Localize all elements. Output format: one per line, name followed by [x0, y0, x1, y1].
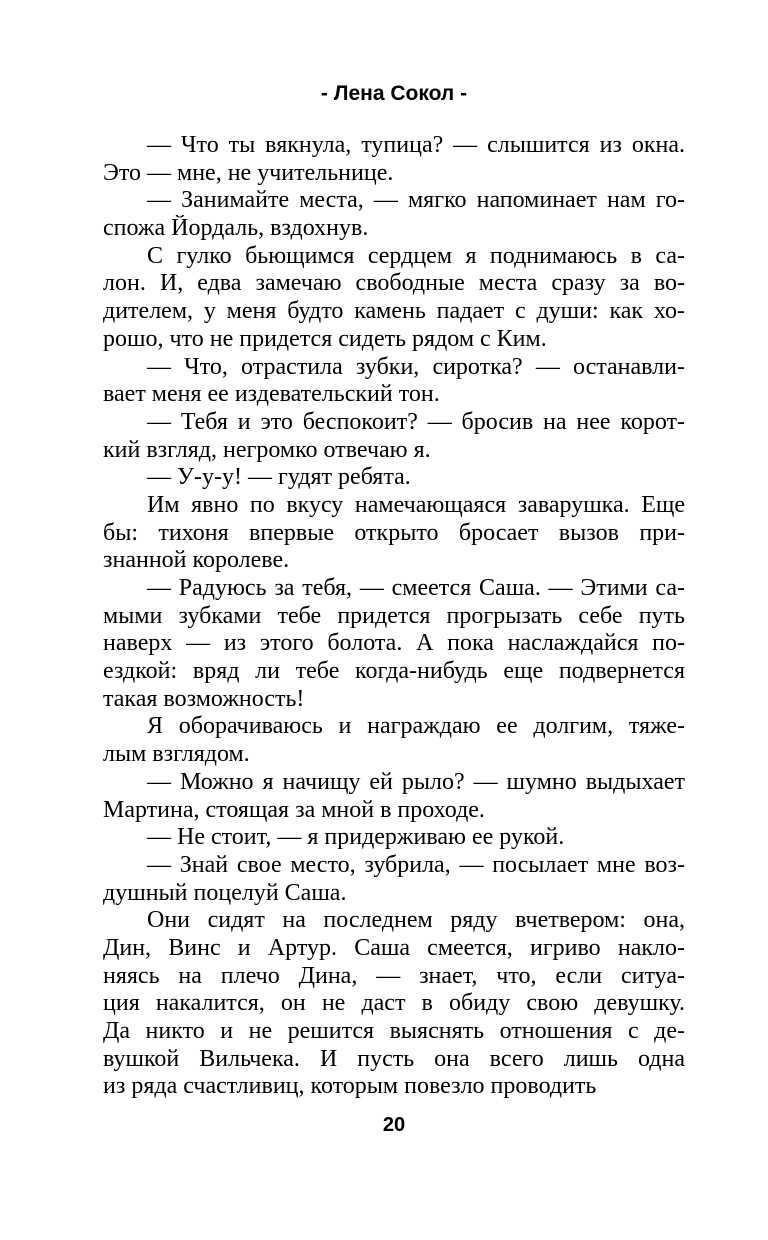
text-line: ездкой: вряд ли тебе когда-нибудь еще подвернется	[103, 658, 685, 685]
text-line: — Радуюсь за тебя, — смеется Саша. — Этими са-	[147, 575, 685, 601]
text-line: Дин, Винс и Артур. Саша смеется, игриво накло-	[103, 934, 685, 961]
text-line: — Что ты вякнула, тупица? — слышится из окна.	[147, 132, 685, 158]
text-line: — Знай свое место, зубрила, — посылает мне воз-	[147, 851, 685, 878]
text-line: Им явно по вкусу намечающаяся заварушка. Еще	[147, 491, 685, 518]
text-line: знанной королеве.	[103, 547, 290, 574]
text-line: вает меня ее издевательский тон.	[103, 381, 440, 408]
text-line: Они сидят на последнем ряду вчетвером: она,	[147, 907, 685, 934]
text-line: лон. И, едва замечаю свободные места сразу за во-	[103, 270, 685, 297]
text-line: лым взглядом.	[103, 741, 250, 768]
text-line: душный поцелуй Саша.	[103, 879, 347, 906]
text-line: — Что, отрастила зубки, сиротка? — останавли-	[147, 353, 685, 380]
text-line: Это — мне, не учительнице.	[103, 159, 394, 186]
text-line: Да никто и не решится выяснять отношения с де-	[103, 1018, 685, 1044]
text-line: Мартина, стоящая за мной в проходе.	[103, 796, 485, 823]
text-line: мыми зубками тебе придется прогрызать себе путь	[103, 602, 685, 629]
text-line: дителем, у меня будто камень падает с души: как хо-	[103, 298, 685, 325]
text-line: такая возможность!	[103, 685, 305, 712]
text-line: наверх — из этого болота. А пока наслаждайся по-	[103, 630, 685, 657]
text-line: — Тебя и это беспокоит? — бросив на нее корот-	[147, 408, 685, 435]
text-line: — Не стоит, — я придерживаю ее рукой.	[147, 824, 565, 851]
text-line: — Занимайте места, — мягко напоминает нам го-	[147, 187, 685, 214]
text-line: Я оборачиваюсь и награждаю ее долгим, тяже-	[147, 713, 685, 740]
text-line: вушкой Вильчека. И пусть она всего лишь одна	[103, 1045, 685, 1072]
text-line: — У-у-у! — гудят ребята.	[147, 464, 411, 491]
page-text	[103, 132, 685, 1101]
running-title: - Лена Сокол -	[320, 82, 468, 105]
page-number: 20	[382, 1114, 406, 1136]
text-line: няясь на плечо Дина, — знает, что, если ситуа-	[103, 962, 685, 989]
text-line: С гулко бьющимся сердцем я поднимаюсь в са-	[147, 242, 685, 269]
text-line: ция накалится, он не даст в обиду свою девушку.	[103, 990, 685, 1017]
text-line: рошо, что не придется сидеть рядом с Ким.	[103, 325, 547, 352]
text-line: — Можно я начищу ей рыло? — шумно выдыхает	[147, 768, 685, 795]
text-line: спожа Йордаль, вздохнув.	[103, 215, 369, 242]
text-line: из ряда счастливиц, которым повезло проводить	[103, 1073, 597, 1100]
text-line: кий взгляд, негромко отвечаю я.	[103, 436, 431, 463]
text-line: бы: тихоня впервые открыто бросает вызов при-	[103, 519, 685, 546]
